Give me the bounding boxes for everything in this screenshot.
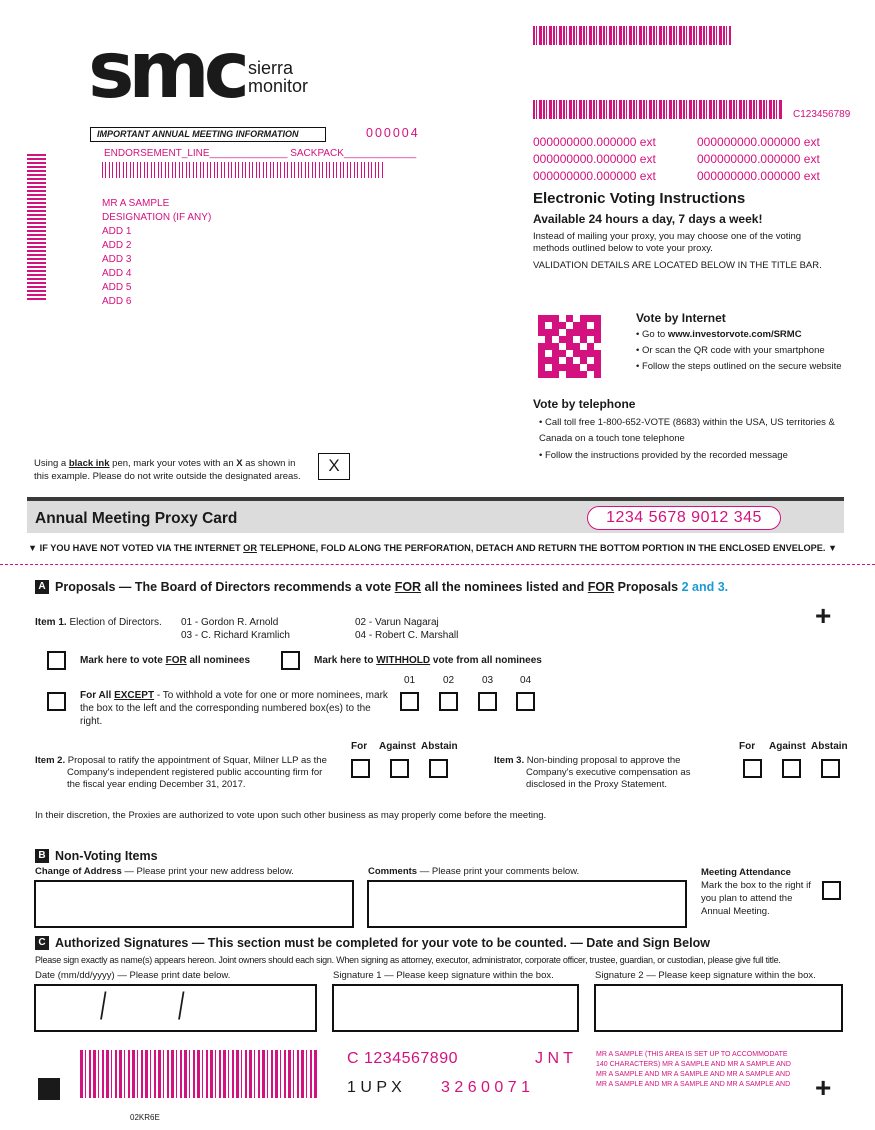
nominee-num-02: 02: [443, 675, 455, 686]
item3-number: Item 3.: [494, 755, 525, 766]
ext-column-right: [697, 134, 820, 185]
validation-number-box: [587, 506, 781, 530]
ink-black: black ink: [68, 458, 110, 469]
footer-code-prefix: 1 U P X: [347, 1079, 402, 1096]
vote-for-all-pre: Mark here to vote: [80, 655, 166, 666]
item2-col-for: For: [351, 741, 368, 752]
date-slash: /: [100, 986, 107, 1028]
title-bar: [27, 497, 844, 533]
withhold-pre: Mark here to: [314, 655, 377, 666]
nominee-04: 04 - Robert C. Marshall: [355, 630, 459, 641]
nonvoting-title: Non-Voting Items: [55, 849, 158, 863]
withhold-all-checkbox[interactable]: [281, 651, 300, 670]
fold-instruction: [28, 543, 850, 553]
postal-barcode: [102, 162, 384, 178]
perforation-line: [0, 564, 875, 565]
validation-note: VALIDATION DETAILS ARE LOCATED BELOW IN THE TITLE BAR.: [533, 260, 822, 271]
vote-for-all-post: all nominees: [186, 655, 251, 666]
logo-brand: smc: [88, 26, 244, 116]
address-line: DESIGNATION (IF ANY): [102, 212, 212, 223]
item2-col-against: Against: [379, 741, 416, 752]
attendance-checkbox[interactable]: [822, 881, 841, 900]
signatures-title: Authorized Signatures — This section must be completed for your vote to be counted. — Date and Sign Below: [55, 936, 710, 950]
ext-line: 000000000.000000 ext: [533, 152, 656, 166]
voting-instructions: [533, 190, 853, 271]
signature1-label: Signature 1 — Please keep signature within the box.: [333, 970, 554, 981]
attendance-block: [701, 866, 811, 918]
side-barcode: [27, 154, 46, 302]
important-info-box: [90, 127, 326, 142]
except-text: - To withhold a vote for one or more nominees, mark the box to the left and the corresponding numbered box(es) to the right.: [80, 690, 388, 727]
withhold-post: vote from all nominees: [430, 655, 542, 666]
ink-post: as shown in this example. Please do not write outside the designated areas.: [34, 458, 301, 482]
proposals-for2: FOR: [587, 580, 615, 594]
internet-title: Vote by Internet: [636, 311, 726, 325]
comments-label-text: Comments: [368, 866, 418, 877]
attendance-label: Meeting Attendance: [701, 867, 791, 878]
footer-plus-mark: +: [815, 1072, 832, 1103]
ext-line: 000000000.000000 ext: [697, 152, 820, 166]
item3-col-against: Against: [769, 741, 806, 752]
date-label: Date (mm/dd/yyyy) — Please print date below.: [35, 970, 231, 981]
for-all-except-label: [80, 689, 390, 728]
except-pre: For All: [80, 690, 115, 701]
ext-line: 000000000.000000 ext: [533, 169, 656, 183]
example-mark: X: [328, 456, 340, 475]
company-logo: [88, 26, 338, 116]
fold-post: TELEPHONE, FOLD ALONG THE PERFORATION, DETACH AND RETURN THE BOTTOM PORTION IN THE ENCLOSED ENVELOPE.: [256, 543, 826, 553]
nominee-num-04: 04: [520, 675, 532, 686]
discretion-note: In their discretion, the Proxies are authorized to vote upon such other business as may properly come before the meeting.: [35, 810, 547, 821]
vote-for-all-label: [80, 655, 250, 666]
logo-brand-line2: monitor: [248, 76, 309, 96]
item3-abstain-checkbox[interactable]: [821, 759, 840, 778]
barcode-mid: [533, 100, 783, 119]
nonvoting-heading: [35, 849, 158, 863]
vote-telephone: [533, 397, 843, 461]
voting-subtitle: Available 24 hours a day, 7 days a week!: [533, 212, 763, 226]
vote-for-all-u: FOR: [165, 655, 187, 666]
nominee-01: 01 - Gordon R. Arnold: [181, 617, 279, 628]
item2-text: Proposal to ratify the appointment of Squar, Milner LLP as the Company's independent registered public accounting firm for the fiscal year ending December 31, 2017.: [67, 755, 327, 790]
section-badge-b: B: [35, 849, 49, 863]
card-title: Annual Meeting Proxy Card: [35, 510, 238, 527]
nominee-num-01: 01: [404, 675, 416, 686]
item1-label: [35, 617, 162, 628]
proposals-for1: FOR: [394, 580, 422, 594]
proposals-heading-numbers: 2 and 3.: [681, 580, 729, 594]
validation-number: 1234 5678 9012 345: [606, 509, 762, 526]
footer-code-number: 3 2 6 0 0 7 1: [441, 1079, 530, 1096]
item2-text-block: [35, 755, 330, 791]
item1-number: Item 1.: [35, 617, 67, 628]
proposals-heading-pre: Proposals — The Board of Directors recommends a vote: [55, 580, 395, 594]
comments-hint: — Please print your comments below.: [417, 866, 580, 877]
comments-field[interactable]: [367, 880, 687, 928]
fold-arrow-right: ▼: [827, 543, 838, 553]
signature2-label: Signature 2 — Please keep signature within the box.: [595, 970, 816, 981]
footer-initials: J N T: [535, 1050, 573, 1067]
phone-title: Vote by telephone: [533, 397, 636, 411]
withhold-all-label: [314, 655, 542, 666]
footer-control: C 1234567890: [347, 1050, 458, 1067]
nominee-checkbox-01[interactable]: [400, 692, 419, 711]
address-line: MR A SAMPLE: [102, 198, 170, 209]
item3-for-checkbox[interactable]: [743, 759, 762, 778]
proposals-heading: [35, 580, 728, 594]
ext-line: 000000000.000000 ext: [533, 135, 656, 149]
endorsement-line: ENDORSEMENT_LINE______________ SACKPACK_____________: [104, 148, 417, 159]
internet-bullet: • Or scan the QR code with your smartphone: [636, 345, 825, 356]
signature-instructions: Please sign exactly as name(s) appears hereon. Joint owners should each sign. When signing as attorney, executor, administrator, corporate officer, trustee, guardian, or custodian, please give full title.: [35, 955, 781, 965]
item3-col-abstain: Abstain: [811, 741, 848, 752]
phone-bullet: • Call toll free 1-800-652-VOTE (8683) within the USA, US territories & Canada on a touch tone telephone: [539, 417, 835, 444]
item2-for-checkbox[interactable]: [351, 759, 370, 778]
voting-title: Electronic Voting Instructions: [533, 190, 746, 207]
change-address-label: [35, 866, 294, 877]
item2-col-abstain: Abstain: [421, 741, 458, 752]
nominee-checkbox-04[interactable]: [516, 692, 535, 711]
ink-pre: Using a: [34, 458, 69, 469]
proposals-heading-mid: all the nominees listed and: [421, 580, 588, 594]
item3-col-for: For: [739, 741, 756, 752]
change-hint: — Please print your new address below.: [121, 866, 294, 877]
form-code: 02KR6E: [130, 1113, 160, 1122]
ink-instruction: [34, 457, 304, 483]
ext-column-left: [533, 134, 656, 185]
voting-intro: Instead of mailing your proxy, you may choose one of the voting methods outlined below to vote your proxy.: [533, 231, 802, 254]
plus-mark: +: [815, 600, 832, 631]
important-info-label: IMPORTANT ANNUAL MEETING INFORMATION: [97, 129, 299, 139]
internet-url[interactable]: www.investorvote.com/SRMC: [667, 329, 802, 340]
barcode-top: [533, 26, 731, 45]
address-line: ADD 1: [102, 226, 132, 237]
item1-text: Election of Directors.: [69, 617, 162, 628]
fold-arrow-left: ▼: [28, 543, 38, 553]
change-label: Change of Address: [35, 866, 122, 877]
nominee-03: 03 - C. Richard Kramlich: [181, 630, 290, 641]
nominee-checkbox-03[interactable]: [478, 692, 497, 711]
internet-go: [636, 329, 856, 340]
vote-for-all-checkbox[interactable]: [47, 651, 66, 670]
ink-mid: pen, mark your votes with an: [109, 458, 237, 469]
nominee-02: 02 - Varun Nagaraj: [355, 617, 439, 628]
nominee-num-03: 03: [482, 675, 494, 686]
phone-bullet: • Follow the instructions provided by the recorded message: [539, 450, 788, 461]
ink-x: X: [236, 458, 243, 469]
withhold-u: WITHHOLD: [376, 655, 431, 666]
mailing-address: [102, 197, 211, 309]
signature1-field[interactable]: [332, 984, 579, 1032]
attendance-text: Mark the box to the right if you plan to attend the Annual Meeting.: [701, 880, 811, 917]
footer-sample-block: MR A SAMPLE (THIS AREA IS SET UP TO ACCOMMODATE 140 CHARACTERS) MR A SAMPLE AND MR A SAMPLE AND MR A SAMPLE AND MR A SAMPLE AND MR A SAMPLE AND MR A SAMPLE AND MR A SAMPLE AND MR A SAMPLE AND: [596, 1051, 791, 1088]
fold-pre: IF YOU HAVE NOT VOTED VIA THE INTERNET: [39, 543, 244, 553]
qr-code[interactable]: [538, 315, 601, 378]
address-line: ADD 6: [102, 296, 132, 307]
control-id: C123456789: [793, 109, 851, 120]
item2-number: Item 2.: [35, 755, 66, 766]
internet-go-prefix: • Go to: [636, 329, 668, 340]
item3-against-checkbox[interactable]: [782, 759, 801, 778]
address-line: ADD 4: [102, 268, 132, 279]
internet-bullet: • Follow the steps outlined on the secure website: [636, 361, 842, 372]
signature2-field[interactable]: [594, 984, 843, 1032]
ext-line: 000000000.000000 ext: [697, 135, 820, 149]
address-line: ADD 5: [102, 282, 132, 293]
item3-text: Non-binding proposal to approve the Company's executive compensation as disclosed in the Proxy Statement.: [526, 755, 691, 790]
vote-internet: [636, 311, 856, 372]
for-all-except-checkbox[interactable]: [47, 692, 66, 711]
example-mark-box: [318, 453, 350, 480]
logo-brand-line1: sierra: [248, 58, 294, 78]
proposals-heading-post: Proposals: [614, 580, 682, 594]
sequence-number: 000004: [366, 126, 420, 140]
section-badge-a: A: [35, 580, 49, 594]
nominee-checkbox-02[interactable]: [439, 692, 458, 711]
date-slash: /: [178, 986, 185, 1028]
address-line: ADD 3: [102, 254, 132, 265]
section-badge-c: C: [35, 936, 49, 950]
registration-square: [38, 1078, 60, 1100]
date-field[interactable]: [34, 984, 317, 1032]
ext-line: 000000000.000000 ext: [697, 169, 820, 183]
item2-against-checkbox[interactable]: [390, 759, 409, 778]
address-line: ADD 2: [102, 240, 132, 251]
except-u: EXCEPT: [114, 690, 155, 701]
footer-barcode: [80, 1050, 317, 1098]
change-address-field[interactable]: [34, 880, 354, 928]
signatures-heading: [35, 936, 710, 950]
fold-or: OR: [243, 543, 257, 553]
item3-text-block: [494, 755, 704, 791]
comments-label: [368, 866, 579, 877]
item2-abstain-checkbox[interactable]: [429, 759, 448, 778]
